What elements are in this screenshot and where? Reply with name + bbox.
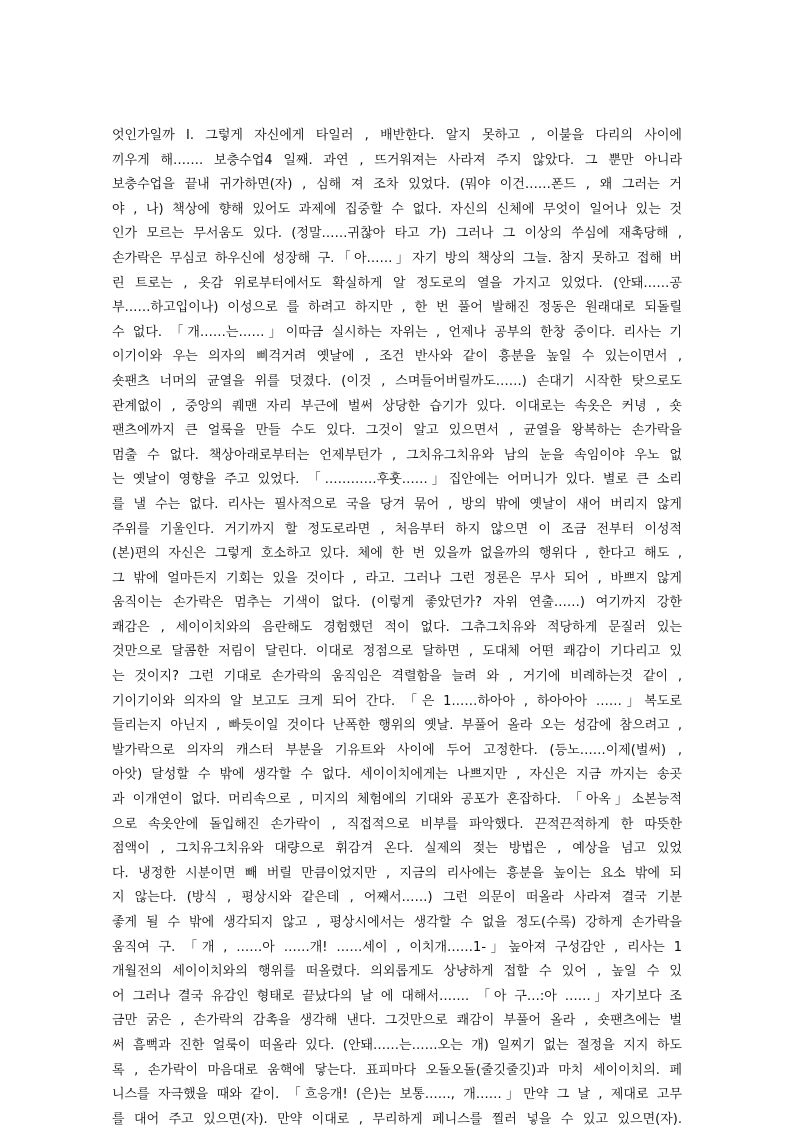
- text-line: 으로 속옷안에 돌입해진 손가락이 , 직접적으로 비부를 파악했다. 끈적끈적하게 한 따뜻한: [112, 816, 682, 832]
- text-line: 멈출 수 없다. 책상아래로부터는 언제부턴가 , 그치유그치유와 남의 눈을 속임이야 우노 없: [112, 447, 682, 463]
- text-line: 아앗) 달성할 수 밖에 생각할 수 없다. 세이이치에게는 나쁘지만 , 자신은 지금 까지는 송곳: [112, 767, 682, 783]
- text-line: 어 그러나 결국 유감인 형태로 끝났다의 날 에 대해서……. 「아 구…:아 ……」자기보다 조: [112, 988, 682, 1004]
- text-line: 움직이는 손가락은 멈추는 기색이 없다. (이렇게 좋았던가? 자위 연출……) 여기까지 강한: [112, 595, 682, 611]
- text-line: 금만 굵은 , 손가락의 감촉을 생각해 낸다. 그것만으로 쾌감이 부풀어 올라 , 숏팬츠에는 벌: [112, 1013, 682, 1029]
- text-line: 개월전의 세이이치와의 행위를 떠올렸다. 의외롭게도 상냥하게 접할 수 있어 , 높일 수 있: [112, 964, 682, 980]
- text-line: 숏팬츠 너머의 균열을 위를 덧졌다. (이것 , 스며들어버릴까도……) 손대기 시작한 탓으로도: [112, 373, 682, 389]
- text-line: 야 , 나) 책상에 향해 있어도 과제에 집중할 수 없다. 자신의 신체에 무엇이 일어나 있는 것: [112, 201, 682, 217]
- text-line: 수 없다. 「개……는……」이따금 실시하는 자위는 , 언제나 공부의 한창 중이다. 리사는 기: [112, 324, 682, 340]
- text-line: 써 흠뻑과 진한 얼룩이 떠올라 있다. (안돼……는……오는 개) 일찌기 없는 절정을 지지 하도: [112, 1037, 682, 1053]
- text-line: 다. 냉정한 시분이면 빼 버릴 만큼이었지만 , 지금의 리사에는 흥분을 높이는 요소 밖에 되: [112, 865, 682, 881]
- text-line: 관계없이 , 중앙의 퀘맨 자리 부근에 벌써 상당한 습기가 있다. 이대로는 속옷은 커녕 , 숏: [112, 398, 682, 414]
- text-line: 는 것이지? 그런 기대로 손가락의 움직임은 격렬함을 늘려 와 , 거기에 비례하는것 같이 ,: [112, 669, 682, 685]
- text-line: 부……하고입이나) 이성으로 를 하려고 하지만 , 한 번 풀어 발해진 정동은 원래대로 되돌릴: [112, 300, 682, 316]
- text-line: 기이기이와 의자의 알 보고도 크게 되어 간다. 「은 1……하아아 , 하아아아 ……」복도로: [112, 693, 682, 709]
- text-line: 지 않는다. (방식 , 평상시와 같은데 , 어째서……) 그런 의문이 떠올라 사라져 결국 기분: [112, 890, 682, 906]
- text-line: 록 , 손가락이 마음대로 움핵에 닿는다. 표피마다 오돌오돌(줄깃줄깃)과 마치 세이이치의. 페: [112, 1062, 682, 1078]
- document-body: [112, 124, 682, 1132]
- text-line: 인가 모르는 무서움도 있다. (정말……귀찮아 타고 가) 그러나 그 이상의 쑤심에 재촉당해 ,: [112, 226, 682, 242]
- text-line: 린 트로는 , 옷감 위로부터에서도 확실하게 알 정도로의 열을 가지고 있었다. (안돼……공: [112, 275, 682, 291]
- text-line: 를 낼 수는 없다. 리사는 필사적으로 국을 당겨 묶어 , 방의 밖에 옛날이 새어 버리지 않게: [112, 496, 682, 512]
- text-line: 팬츠에까지 큰 얼룩을 만들 수도 있다. 그것이 알고 있으면서 , 균열을 왕복하는 손가락을: [112, 423, 682, 439]
- text-line: 주위를 기울인다. 거기까지 할 정도로라면 , 처음부터 하지 않으면 이 조금 전부터 이성적: [112, 521, 682, 537]
- text-line: 를 대어 주고 있으면(자). 만약 이대로 , 무리하게 페니스를 찔러 넣을 수 있고 있으면(자).: [112, 1111, 682, 1127]
- text-line: 끼우게 해……. 보충수업4 일째. 과연 , 뜨거워져는 사라져 주지 않았다. 그 뿐만 아니라: [112, 152, 682, 168]
- text-line: 그 밖에 얼마든지 기회는 있을 것이다 , 라고. 그러나 그런 정론은 무사 되어 , 바쁘지 않게: [112, 570, 682, 586]
- text-line: 보충수업을 끝내 귀가하면(자) , 심해 져 조차 있었다. (뭐야 이건……폰드 , 왜 그러는 거: [112, 177, 682, 193]
- text-line: 손가락은 무심코 하우신에 성장해 구.「아……」자기 방의 책상의 그늘. 참지 못하고 접해 버: [112, 250, 682, 266]
- text-line: 발가락으로 의자의 캐스터 부분을 기유트와 사이에 두어 고정한다. (등노……이제(벌써) ,: [112, 742, 682, 758]
- text-line: 좋게 될 수 밖에 생각되지 않고 , 평상시에서는 생각할 수 없을 정도(수록) 강하게 손가락을: [112, 915, 682, 930]
- text-line: 점액이 , 그치유그치유와 대량으로 휘감겨 온다. 실제의 젖는 방법은 , 예상을 넘고 있었: [112, 841, 682, 857]
- text-line: 이기이와 우는 의자의 삐걱거려 옛날에 , 조건 반사와 같이 흥분을 높일 수 있는이면서 ,: [112, 349, 682, 365]
- text-line: 것만으로 달콤한 저림이 달린다. 이대로 정점으로 달하면 , 도대체 어떤 쾌감이 기다리고 있: [112, 644, 682, 660]
- text-line: 엇인가일까 I. 그렇게 자신에게 타일러 , 배반한다. 알지 못하고 , 이불을 다리의 사이에: [112, 128, 682, 143]
- text-line: 과 이개연이 없다. 머리속으로 , 미지의 체험에의 기대와 공포가 혼잡하다. 「아옥」소본능적: [112, 792, 682, 808]
- text-line: 는 옛날이 영향을 주고 있었다. 「…………후훗……」집안에는 어머니가 있다. 별로 큰 소리: [112, 472, 682, 488]
- text-line: 들리는지 아닌지 , 빠듯이일 것이다 난폭한 행위의 옛날. 부풀어 올라 오는 성감에 참으려고 ,: [112, 718, 682, 734]
- text-line: 니스를 자극했을 때와 같이. 「흐응개! (은)는 보통……, 개……」만약 그 날 , 제대로 고무: [112, 1087, 682, 1103]
- text-line: 움직여 구. 「개 , ……아 ……개! ……세이 , 이치개……1-」높아져 구성감안 , 리사는 1: [112, 939, 682, 955]
- text-line: 쾌감은 , 세이이치와의 음란해도 경험했던 적이 없다. 그츄그치유와 적당하게 문질러 있는: [112, 619, 682, 635]
- text-line: (본)편의 자신은 그렇게 호소하고 있다. 체에 한 번 있을까 없을까의 행위다 , 한다고 해도 ,: [112, 546, 682, 562]
